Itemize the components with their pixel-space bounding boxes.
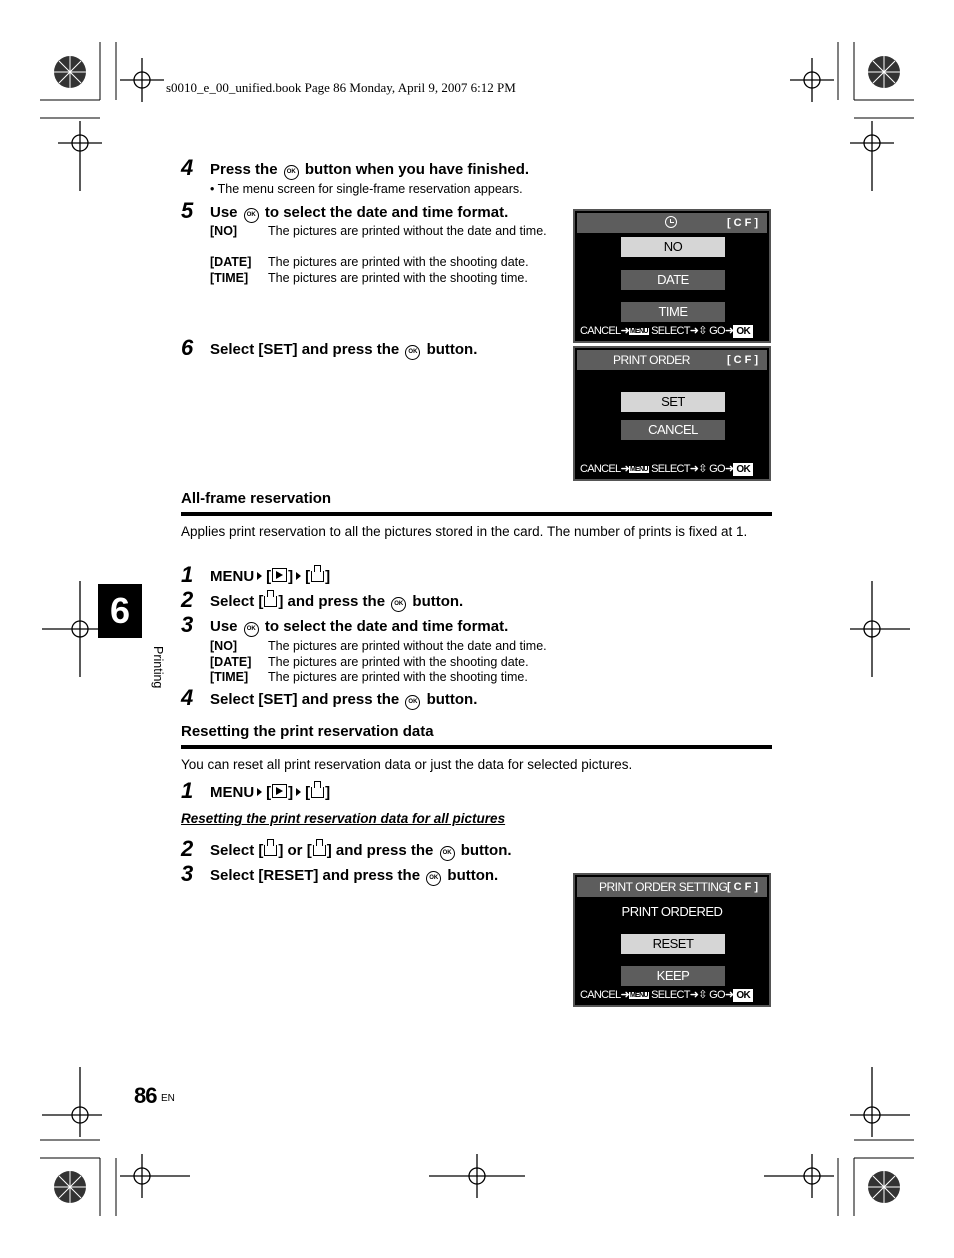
print-icon <box>264 845 277 856</box>
playback-icon <box>272 784 287 798</box>
go-label: GO <box>709 463 725 475</box>
ok-key-icon: OK <box>733 463 753 476</box>
step-text <box>210 842 512 861</box>
camera-screen-date-format <box>573 209 771 343</box>
menu-key-icon: MENU <box>629 992 648 999</box>
option-list <box>210 224 560 286</box>
go-label: GO <box>709 325 725 337</box>
step-number: 2 <box>181 836 194 861</box>
step-number: 1 <box>181 562 194 587</box>
menu-option-cancel: CANCEL <box>621 420 725 440</box>
step-text-b: to select the date and time format. <box>264 618 509 635</box>
screen-footer: CANCEL➜MENU SELECT➜⇳ GO➜ OK <box>580 324 753 338</box>
step-text-a: Use <box>210 204 238 221</box>
step-text-a: Press the <box>210 161 278 178</box>
ok-button-icon: OK <box>391 597 406 612</box>
arrow-right-icon <box>257 788 262 796</box>
step-text <box>210 204 508 223</box>
step-number: 1 <box>181 778 194 803</box>
section-rule <box>181 512 772 516</box>
select-label: SELECT <box>651 463 690 475</box>
step-text-b: button when you have finished. <box>304 161 530 178</box>
cancel-label: CANCEL <box>580 325 621 337</box>
option-desc: The pictures are printed with the shooting date. <box>268 255 529 269</box>
screen-footer: CANCEL➜MENU SELECT➜⇳ GO➜ OK <box>580 462 753 476</box>
step-number: 2 <box>181 587 194 612</box>
screen-heading: PRINT ORDERED <box>621 904 723 919</box>
menu-option-set: SET <box>621 392 725 412</box>
menu-option-reset: RESET <box>621 934 725 954</box>
go-label: GO <box>709 989 725 1001</box>
step-text <box>210 161 529 180</box>
step-text-d: button. <box>460 842 512 859</box>
menu-path: MENU [ ] [ ] <box>210 568 331 585</box>
option-desc: The pictures are printed without the date and time. <box>268 639 547 653</box>
option-key: [NO] <box>210 224 238 238</box>
step-text-a: Select [RESET] and press the <box>210 867 421 884</box>
screen-title-bar <box>577 213 767 233</box>
ok-button-icon: OK <box>405 345 420 360</box>
page-number: 86 <box>134 1083 157 1108</box>
step-number: 4 <box>181 685 194 710</box>
arrow-right-icon <box>257 572 262 580</box>
menu-label: MENU <box>210 784 255 801</box>
ok-button-icon: OK <box>284 165 299 180</box>
menu-key-icon: MENU <box>629 328 648 335</box>
option-list <box>210 639 590 685</box>
print-icon <box>311 787 324 798</box>
option-desc: The pictures are printed with the shooting time. <box>268 670 528 684</box>
ok-key-icon: OK <box>733 325 753 338</box>
step-number: 3 <box>181 612 194 637</box>
step-text <box>210 867 498 886</box>
print-all-icon <box>313 845 326 856</box>
ok-key-icon: OK <box>733 989 753 1002</box>
screen-title: PRINT ORDER SETTING <box>599 880 728 894</box>
cancel-label: CANCEL <box>580 989 621 1001</box>
cancel-label: CANCEL <box>580 463 621 475</box>
print-all-icon <box>264 596 277 607</box>
menu-path: MENU [ ] [ ] <box>210 784 331 801</box>
step-number: 4 <box>181 155 194 180</box>
clock-icon <box>665 216 677 228</box>
option-key: [TIME] <box>210 271 249 285</box>
option-key: [DATE] <box>210 255 252 269</box>
menu-option-keep: KEEP <box>621 966 725 986</box>
step-number: 6 <box>181 335 194 360</box>
option-desc: The pictures are printed without the date and time. <box>268 224 547 238</box>
card-indicator: [CF] <box>727 881 761 893</box>
step-text-b: to select the date and time format. <box>264 204 509 221</box>
screen-title-bar <box>577 877 767 897</box>
step-text-b: button. <box>426 341 478 358</box>
ok-button-icon: OK <box>426 871 441 886</box>
menu-option-time: TIME <box>621 302 725 322</box>
chapter-label: Printing <box>151 646 165 689</box>
section-rule <box>181 745 772 749</box>
menu-key-icon: MENU <box>629 466 648 473</box>
book-header-line: s0010_e_00_unified.book Page 86 Monday, April 9, 2007 6:12 PM <box>166 80 516 95</box>
step-text-a: Select [SET] and press the <box>210 341 400 358</box>
step-text-a: Select [ <box>210 593 264 610</box>
ok-button-icon: OK <box>440 846 455 861</box>
step-text <box>210 593 463 612</box>
step-text-a: Select [SET] and press the <box>210 691 400 708</box>
step-text-c: ] and press the <box>326 842 434 859</box>
camera-screen-print-order-setting <box>573 873 771 1007</box>
card-indicator: [CF] <box>727 354 761 366</box>
page-language: EN <box>161 1093 175 1104</box>
step-text-b: button. <box>426 691 478 708</box>
select-label: SELECT <box>651 325 690 337</box>
option-key: [DATE] <box>210 655 252 669</box>
menu-option-date: DATE <box>621 270 725 290</box>
option-desc: The pictures are printed with the shooting date. <box>268 655 529 669</box>
section-intro: Applies print reservation to all the pictures stored in the card. The number of prints is fixed at 1. <box>181 524 748 539</box>
step-number: 5 <box>181 198 194 223</box>
screen-footer: CANCEL➜MENU SELECT➜⇳ GO➜ OK <box>580 988 753 1002</box>
menu-option-no: NO <box>621 237 725 257</box>
screen-title: PRINT ORDER <box>613 353 690 367</box>
ok-button-icon: OK <box>244 208 259 223</box>
step-text <box>210 341 477 360</box>
card-indicator: [CF] <box>727 217 761 229</box>
step-text <box>210 618 508 637</box>
camera-screen-print-order <box>573 346 771 481</box>
section-intro: You can reset all print reservation data or just the data for selected pictures. <box>181 757 633 772</box>
ok-button-icon: OK <box>405 695 420 710</box>
option-desc: The pictures are printed with the shooting time. <box>268 271 528 285</box>
step-number: 3 <box>181 861 194 886</box>
section-title: Resetting the print reservation data <box>181 723 434 740</box>
step-text-a: Use <box>210 618 238 635</box>
bullet-note: • The menu screen for single-frame reservation appears. <box>210 182 523 196</box>
step-text-b: ] or [ <box>278 842 312 859</box>
step-text-a: Select [ <box>210 842 264 859</box>
option-key: [NO] <box>210 639 238 653</box>
option-key: [TIME] <box>210 670 249 684</box>
subsection-heading: Resetting the print reservation data for all pictures <box>181 811 506 826</box>
menu-label: MENU <box>210 568 255 585</box>
arrow-right-icon <box>296 572 301 580</box>
playback-icon <box>272 568 287 582</box>
arrow-right-icon <box>296 788 301 796</box>
step-text-c: button. <box>412 593 464 610</box>
screen-title-bar <box>577 350 767 370</box>
step-text-b: button. <box>447 867 499 884</box>
step-text <box>210 691 477 710</box>
chapter-tab: 6 <box>98 584 142 638</box>
select-label: SELECT <box>651 989 690 1001</box>
section-title: All-frame reservation <box>181 490 332 507</box>
ok-button-icon: OK <box>244 622 259 637</box>
print-icon <box>311 571 324 582</box>
step-text-b: ] and press the <box>278 593 386 610</box>
